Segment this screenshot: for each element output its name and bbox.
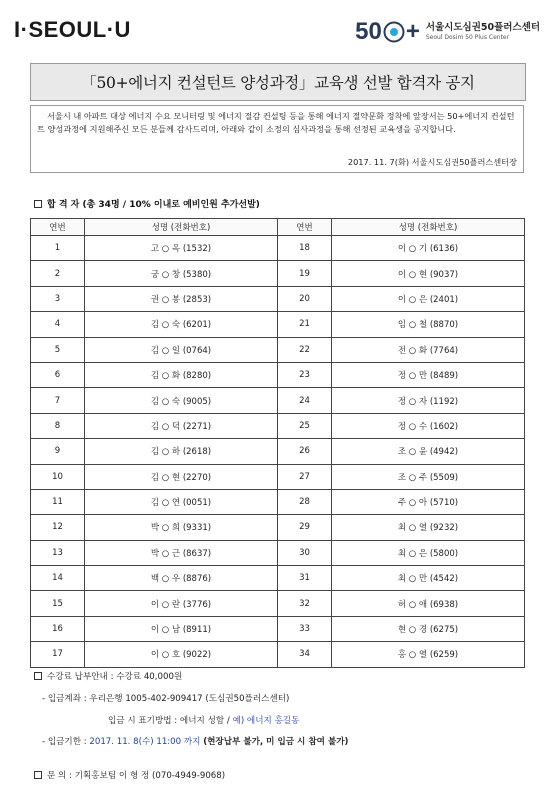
table-row bbox=[31, 261, 525, 286]
row-num: 28 bbox=[278, 489, 332, 514]
row-num: 8 bbox=[31, 413, 85, 438]
checkbox-bullet-icon bbox=[34, 672, 42, 680]
row-num: 2 bbox=[31, 261, 85, 286]
col-num-header: 연번 bbox=[31, 219, 85, 236]
table-row bbox=[31, 540, 525, 565]
row-num: 6 bbox=[31, 362, 85, 387]
row-num: 26 bbox=[278, 439, 332, 464]
table-row bbox=[31, 236, 525, 261]
row-num: 30 bbox=[278, 540, 332, 565]
iseoulu-logo: I·SEOUL·U bbox=[14, 17, 131, 42]
row-name: 최 ○ 은 (5800) bbox=[332, 540, 525, 565]
table-row bbox=[31, 616, 525, 641]
row-num: 14 bbox=[31, 566, 85, 591]
row-name: 임 ○ 철 (8870) bbox=[332, 312, 525, 337]
fee-account-line bbox=[42, 692, 289, 704]
row-num: 21 bbox=[278, 312, 332, 337]
fee-deadline-line bbox=[42, 735, 348, 747]
table-row bbox=[31, 464, 525, 489]
row-num: 19 bbox=[278, 261, 332, 286]
deadline-label: - 입금기한 : bbox=[42, 737, 87, 747]
row-num: 7 bbox=[31, 388, 85, 413]
row-name: 이 ○ 란 (3776) bbox=[85, 591, 278, 616]
row-name: 최 ○ 만 (4542) bbox=[332, 566, 525, 591]
row-name: 김 ○ 일 (0764) bbox=[85, 337, 278, 362]
list-heading bbox=[34, 197, 260, 210]
notice-title-box bbox=[30, 63, 526, 101]
row-name: 정 ○ 만 (8489) bbox=[332, 362, 525, 387]
row-num: 4 bbox=[31, 312, 85, 337]
row-name: 주 ○ 아 (5710) bbox=[332, 489, 525, 514]
row-num: 9 bbox=[31, 439, 85, 464]
deadline-value: 2017. 11. 8(수) 11:00 까지 bbox=[89, 737, 201, 747]
row-name: 전 ○ 화 (7764) bbox=[332, 337, 525, 362]
row-num: 15 bbox=[31, 591, 85, 616]
table-row bbox=[31, 362, 525, 387]
table-header-row bbox=[31, 219, 525, 236]
row-num: 12 bbox=[31, 515, 85, 540]
row-name: 이 ○ 호 (9022) bbox=[85, 642, 278, 667]
table-row bbox=[31, 286, 525, 311]
contact-line bbox=[34, 769, 225, 781]
row-num: 10 bbox=[31, 464, 85, 489]
row-num: 20 bbox=[278, 286, 332, 311]
row-name: 김 ○ 숙 (9005) bbox=[85, 388, 278, 413]
target-icon bbox=[383, 21, 405, 43]
fee-heading bbox=[34, 670, 182, 682]
row-num: 17 bbox=[31, 642, 85, 667]
table-row bbox=[31, 413, 525, 438]
center-logo bbox=[355, 12, 540, 52]
row-name: 박 ○ 희 (9331) bbox=[85, 515, 278, 540]
logo-number: 50 bbox=[355, 18, 382, 45]
center-name-en: Seoul Dosim 50 Plus Center bbox=[425, 34, 510, 42]
row-name: 조 ○ 윤 (4942) bbox=[332, 439, 525, 464]
center-logo-mark bbox=[355, 18, 420, 46]
row-num: 31 bbox=[278, 566, 332, 591]
row-num: 5 bbox=[31, 337, 85, 362]
row-name: 조 ○ 주 (5509) bbox=[332, 464, 525, 489]
row-name: 허 ○ 애 (6938) bbox=[332, 591, 525, 616]
col-num-header: 연번 bbox=[278, 219, 332, 236]
row-name: 이 ○ 현 (9037) bbox=[332, 261, 525, 286]
checkbox-bullet-icon bbox=[34, 200, 42, 208]
table-row bbox=[31, 312, 525, 337]
col-name-header: 성명 (전화번호) bbox=[85, 219, 278, 236]
table-row bbox=[31, 566, 525, 591]
fee-heading-text: 수강료 납부안내 : 수강료 40,000원 bbox=[47, 672, 183, 682]
row-num: 29 bbox=[278, 515, 332, 540]
row-name: 김 ○ 현 (2270) bbox=[85, 464, 278, 489]
row-name: 현 ○ 경 (6275) bbox=[332, 616, 525, 641]
notice-title: 「50+에너지 컨설턴트 양성과정」교육생 선발 합격자 공지 bbox=[81, 74, 475, 92]
plus-icon: + bbox=[405, 18, 420, 45]
row-name: 최 ○ 열 (9232) bbox=[332, 515, 525, 540]
center-name-ko: 서울시도심권50플러스센터 bbox=[425, 21, 540, 33]
row-name: 김 ○ 하 (2618) bbox=[85, 439, 278, 464]
list-heading-text: 합 격 자 (총 34명 / 10% 이내로 예비인원 추가선발) bbox=[47, 200, 260, 210]
page-header bbox=[0, 0, 554, 62]
row-num: 11 bbox=[31, 489, 85, 514]
row-name: 김 ○ 덕 (2271) bbox=[85, 413, 278, 438]
fee-method-line bbox=[108, 714, 299, 726]
row-num: 25 bbox=[278, 413, 332, 438]
row-num: 3 bbox=[31, 286, 85, 311]
row-num: 33 bbox=[278, 616, 332, 641]
deadline-note: (현장납부 불가, 미 입금 시 참여 불가) bbox=[203, 737, 349, 747]
checkbox-bullet-icon bbox=[34, 771, 42, 779]
row-name: 이 ○ 은 (2401) bbox=[332, 286, 525, 311]
row-num: 22 bbox=[278, 337, 332, 362]
passer-table bbox=[30, 218, 525, 668]
table-row bbox=[31, 388, 525, 413]
row-num: 23 bbox=[278, 362, 332, 387]
table-row bbox=[31, 337, 525, 362]
intro-date: 2017. 11. 7(화) 서울시도심권50플러스센터장 bbox=[347, 156, 517, 167]
row-name: 이 ○ 기 (6136) bbox=[332, 236, 525, 261]
row-name: 정 ○ 자 (1192) bbox=[332, 388, 525, 413]
row-name: 김 ○ 화 (8280) bbox=[85, 362, 278, 387]
row-num: 16 bbox=[31, 616, 85, 641]
table-row bbox=[31, 591, 525, 616]
col-name-header: 성명 (전화번호) bbox=[332, 219, 525, 236]
row-num: 1 bbox=[31, 236, 85, 261]
table-row bbox=[31, 489, 525, 514]
row-num: 34 bbox=[278, 642, 332, 667]
row-num: 27 bbox=[278, 464, 332, 489]
method-example: 예) 에너지 홍길동 bbox=[232, 716, 300, 726]
row-name: 이 ○ 남 (8911) bbox=[85, 616, 278, 641]
row-name: 홍 ○ 열 (6259) bbox=[332, 642, 525, 667]
row-name: 김 ○ 숙 (6201) bbox=[85, 312, 278, 337]
row-name: 백 ○ 우 (8876) bbox=[85, 566, 278, 591]
row-name: 권 ○ 봉 (2853) bbox=[85, 286, 278, 311]
row-num: 13 bbox=[31, 540, 85, 565]
row-num: 18 bbox=[278, 236, 332, 261]
row-name: 박 ○ 근 (8637) bbox=[85, 540, 278, 565]
row-name: 김 ○ 연 (0051) bbox=[85, 489, 278, 514]
table-row bbox=[31, 439, 525, 464]
row-name: 고 ○ 옥 (1532) bbox=[85, 236, 278, 261]
method-label: 입금 시 표기방법 : 에너지 성함 / bbox=[108, 716, 230, 726]
row-name: 정 ○ 수 (1602) bbox=[332, 413, 525, 438]
account-label: - 입금계좌 : bbox=[42, 694, 87, 704]
table-row bbox=[31, 515, 525, 540]
table-row bbox=[31, 642, 525, 667]
row-num: 32 bbox=[278, 591, 332, 616]
intro-box bbox=[30, 105, 524, 173]
intro-text: 서울시 내 아파트 대상 에너지 수요 모니터링 및 에너지 절감 컨설팅 등을 통해 에너지 절약문화 정착에 앞장서는 50+에너지 컨설턴트 양성과정에 지원해주신 모든 분들께 감사드리며, 아래와 같이 소정의 심사과정을 통해 선정된 교육생을 공지합니다. bbox=[37, 111, 515, 134]
contact-text: 문 의 : 기획홍보팀 이 형 정 (070-4949-9068) bbox=[47, 771, 226, 781]
account-value: 우리은행 1005-402-909417 (도심권50플러스센터) bbox=[89, 694, 290, 704]
row-num: 24 bbox=[278, 388, 332, 413]
row-name: 궁 ○ 창 (5380) bbox=[85, 261, 278, 286]
